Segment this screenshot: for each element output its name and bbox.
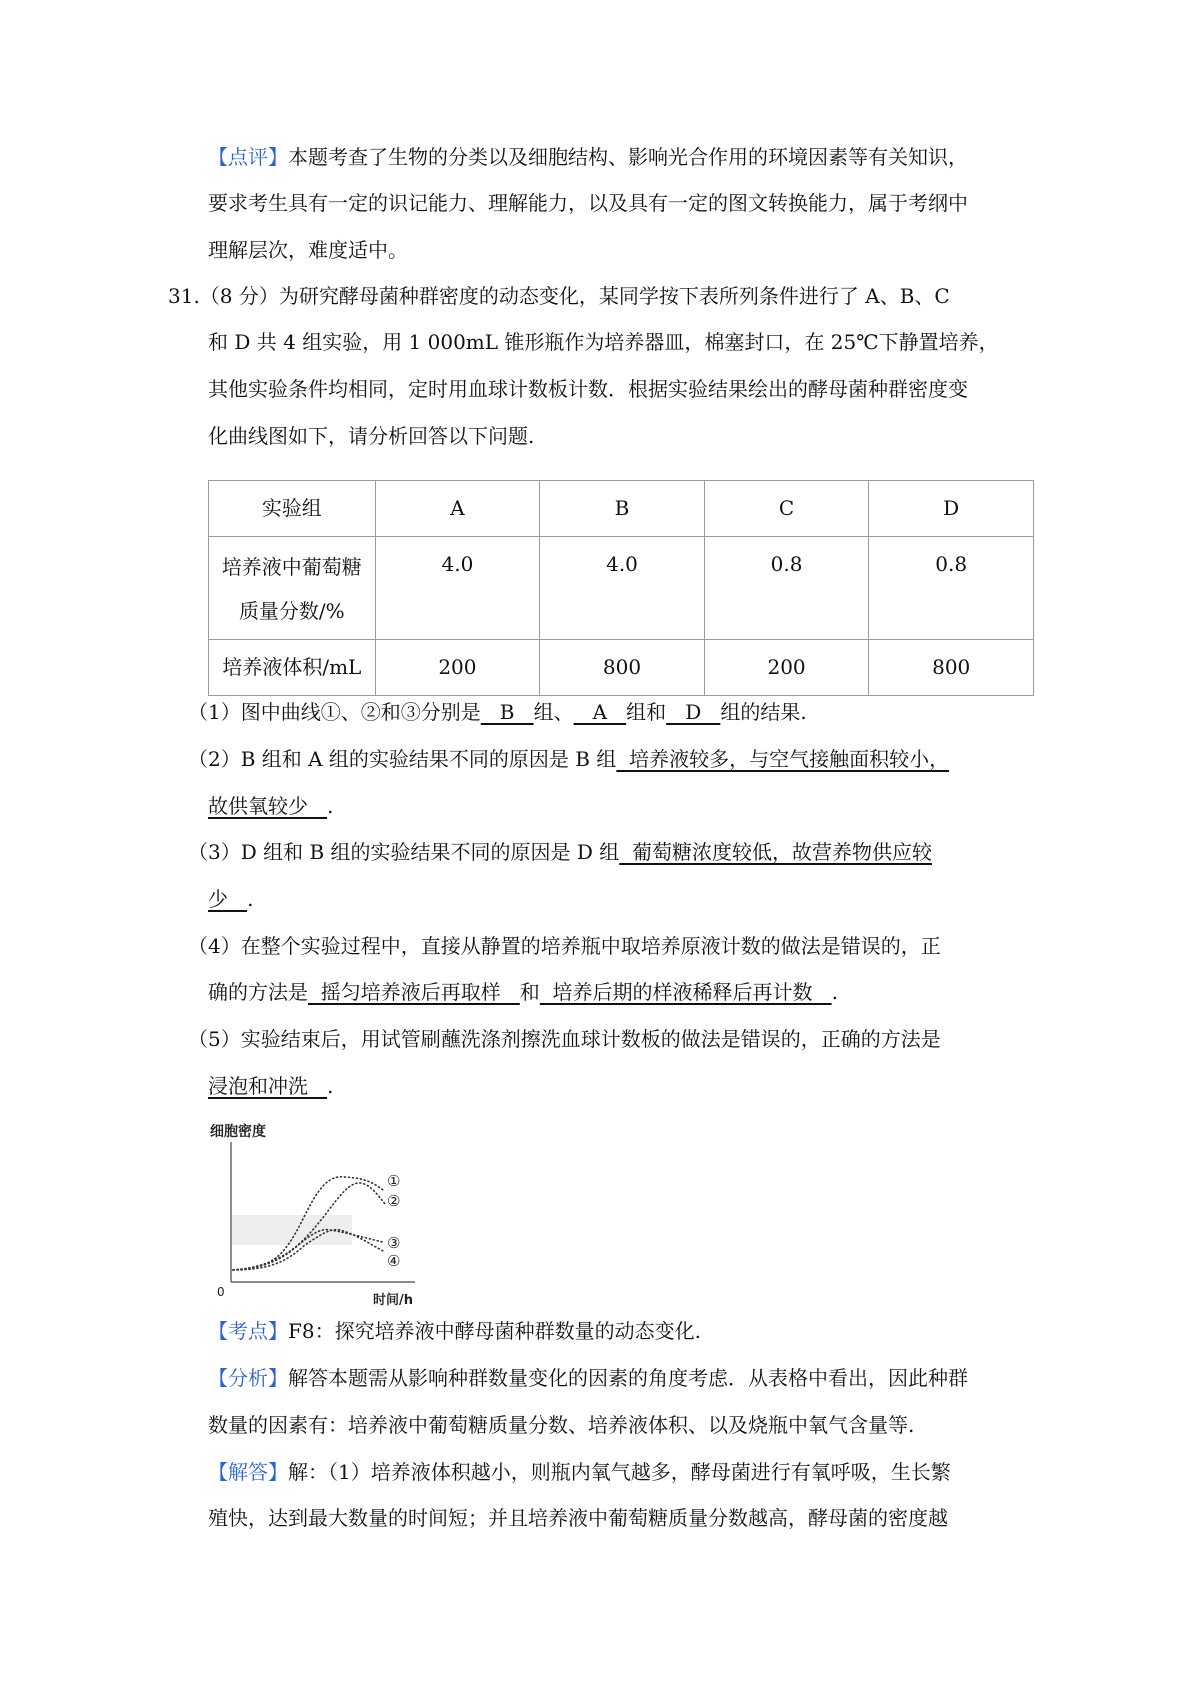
answer-blank: 葡萄糖浓度较低，故营养物供应较 bbox=[619, 840, 932, 864]
question-text-1: 31.（8 分）为研究酵母菌种群密度的动态变化，某同学按下表所列条件进行了 A、B、C bbox=[168, 284, 950, 308]
graph-y-label: 细胞密度 bbox=[210, 1124, 266, 1140]
table-cell: 4.0 bbox=[375, 537, 540, 640]
table-row-glucose bbox=[209, 537, 1034, 640]
table-row-volume bbox=[209, 640, 1034, 696]
sub2-line-2 bbox=[208, 792, 333, 820]
sub2-line-1 bbox=[188, 745, 949, 773]
fenxi-line-1 bbox=[208, 1364, 968, 1392]
sub4-line-1 bbox=[188, 932, 941, 960]
graph-x-label: 时间/h bbox=[373, 1293, 414, 1308]
glucose-label-2: 质量分数/% bbox=[238, 599, 345, 623]
fenxi-line-2 bbox=[208, 1411, 914, 1439]
table-header-cell: C bbox=[704, 481, 869, 537]
answer-blank: 故供氧较少 bbox=[208, 794, 328, 818]
fenxi-text-2: 数量的因素有：培养液中葡萄糖质量分数、培养液体积、以及烧瓶中氧气含量等. bbox=[208, 1413, 915, 1437]
answer-blank: B bbox=[480, 700, 534, 724]
glucose-label-1: 培养液中葡萄糖 bbox=[221, 555, 362, 579]
sub4-mid: 和 bbox=[519, 980, 540, 1004]
sub3-line-2 bbox=[208, 885, 253, 913]
table-cell: 800 bbox=[540, 640, 705, 696]
question-text-3: 其他实验条件均相同，定时用血球计数板计数．根据实验结果绘出的酵母菌种群密度变 bbox=[208, 377, 968, 401]
fenxi-tag: 【分析】 bbox=[208, 1366, 288, 1390]
jieda-text-2: 殖快，达到最大数量的时间短；并且培养液中葡萄糖质量分数越高，酵母菌的密度越 bbox=[208, 1506, 948, 1530]
sub4-text-1: （4）在整个实验过程中，直接从静置的培养瓶中取培养原液计数的做法是错误的，正 bbox=[188, 934, 941, 958]
sub1-mid2: 组和 bbox=[626, 700, 667, 724]
curve-label-3: ③ bbox=[387, 1234, 401, 1252]
jieda-tag: 【解答】 bbox=[208, 1460, 288, 1484]
sub3-line-1 bbox=[188, 838, 932, 866]
sub3-post: . bbox=[247, 887, 254, 911]
sub1-post: 组的结果. bbox=[720, 700, 807, 724]
sub1-line bbox=[188, 698, 807, 726]
comment-text-1: 本题考查了生物的分类以及细胞结构、影响光合作用的环境因素等有关知识， bbox=[288, 145, 968, 169]
sub5-line-2 bbox=[208, 1072, 333, 1100]
table-cell: 0.8 bbox=[704, 537, 869, 640]
table-cell: 0.8 bbox=[869, 537, 1034, 640]
table-header-cell: D bbox=[869, 481, 1034, 537]
graph-origin: 0 bbox=[217, 1285, 225, 1299]
table-header-row bbox=[209, 481, 1034, 537]
answer-blank: A bbox=[573, 700, 627, 724]
sub1-pre: （1）图中曲线①、②和③分别是 bbox=[188, 700, 481, 724]
sub2-post: . bbox=[327, 794, 334, 818]
comment-line-2 bbox=[208, 189, 968, 217]
table-row-label: 培养液体积/mL bbox=[209, 640, 376, 696]
sub4-line-2 bbox=[208, 978, 838, 1006]
curve-label-2: ② bbox=[387, 1192, 401, 1210]
question-line-4 bbox=[208, 422, 534, 450]
comment-line-3 bbox=[208, 236, 408, 264]
table-row-label bbox=[209, 537, 376, 640]
question-line-2 bbox=[208, 328, 999, 356]
sub4-post: . bbox=[831, 980, 838, 1004]
question-text-4: 化曲线图如下，请分析回答以下问题. bbox=[208, 424, 535, 448]
jieda-line-1 bbox=[208, 1458, 951, 1486]
table-cell: 200 bbox=[375, 640, 540, 696]
question-line-1 bbox=[168, 282, 950, 310]
question-line-3 bbox=[208, 375, 968, 403]
answer-blank: 少 bbox=[208, 887, 248, 911]
answer-blank: 摇匀培养液后再取样 bbox=[308, 980, 520, 1004]
kaodian-text: F8：探究培养液中酵母菌种群数量的动态变化. bbox=[288, 1319, 701, 1343]
table-cell: 4.0 bbox=[540, 537, 705, 640]
sub5-line-1 bbox=[188, 1025, 941, 1053]
table-header-cell: 实验组 bbox=[209, 481, 376, 537]
sub2-pre: （2）B 组和 A 组的实验结果不同的原因是 B 组 bbox=[188, 747, 617, 771]
curve-label-4: ④ bbox=[387, 1252, 401, 1270]
answer-blank: 培养后期的样液稀释后再计数 bbox=[539, 980, 832, 1004]
jieda-text-1: 解：（1）培养液体积越小，则瓶内氧气越多，酵母菌进行有氧呼吸，生长繁 bbox=[288, 1460, 951, 1484]
table-cell: 200 bbox=[704, 640, 869, 696]
kaodian-tag: 【考点】 bbox=[208, 1319, 288, 1343]
experiment-table bbox=[208, 480, 1034, 696]
answer-blank: 培养液较多，与空气接触面积较小， bbox=[616, 747, 950, 771]
sub5-text-1: （5）实验结束后，用试管刷蘸洗涤剂擦洗血球计数板的做法是错误的，正确的方法是 bbox=[188, 1027, 941, 1051]
table-header-cell: A bbox=[375, 481, 540, 537]
sub4-pre: 确的方法是 bbox=[208, 980, 308, 1004]
comment-text-2: 要求考生具有一定的识记能力、理解能力，以及具有一定的图文转换能力，属于考纲中 bbox=[208, 191, 968, 215]
table-cell: 800 bbox=[869, 640, 1034, 696]
jieda-line-2 bbox=[208, 1504, 948, 1532]
sub3-pre: （3）D 组和 B 组的实验结果不同的原因是 D 组 bbox=[188, 840, 620, 864]
comment-tag: 【点评】 bbox=[208, 145, 288, 169]
sub5-post: . bbox=[327, 1074, 334, 1098]
kaodian-line bbox=[208, 1317, 701, 1345]
fenxi-text-1: 解答本题需从影响种群数量变化的因素的角度考虑．从表格中看出，因此种群 bbox=[288, 1366, 968, 1390]
density-graph bbox=[205, 1120, 445, 1310]
curve-label-1: ① bbox=[387, 1172, 401, 1190]
table-header-cell: B bbox=[540, 481, 705, 537]
answer-blank: 浸泡和冲洗 bbox=[208, 1074, 328, 1098]
comment-line-1 bbox=[208, 143, 968, 171]
sub1-mid1: 组、 bbox=[533, 700, 574, 724]
question-text-2: 和 D 共 4 组实验，用 1 000mL 锥形瓶作为培养器皿，棉塞封口，在 25℃下静置培养， bbox=[208, 330, 999, 354]
comment-text-3: 理解层次，难度适中。 bbox=[208, 238, 408, 262]
answer-blank: D bbox=[666, 700, 721, 724]
